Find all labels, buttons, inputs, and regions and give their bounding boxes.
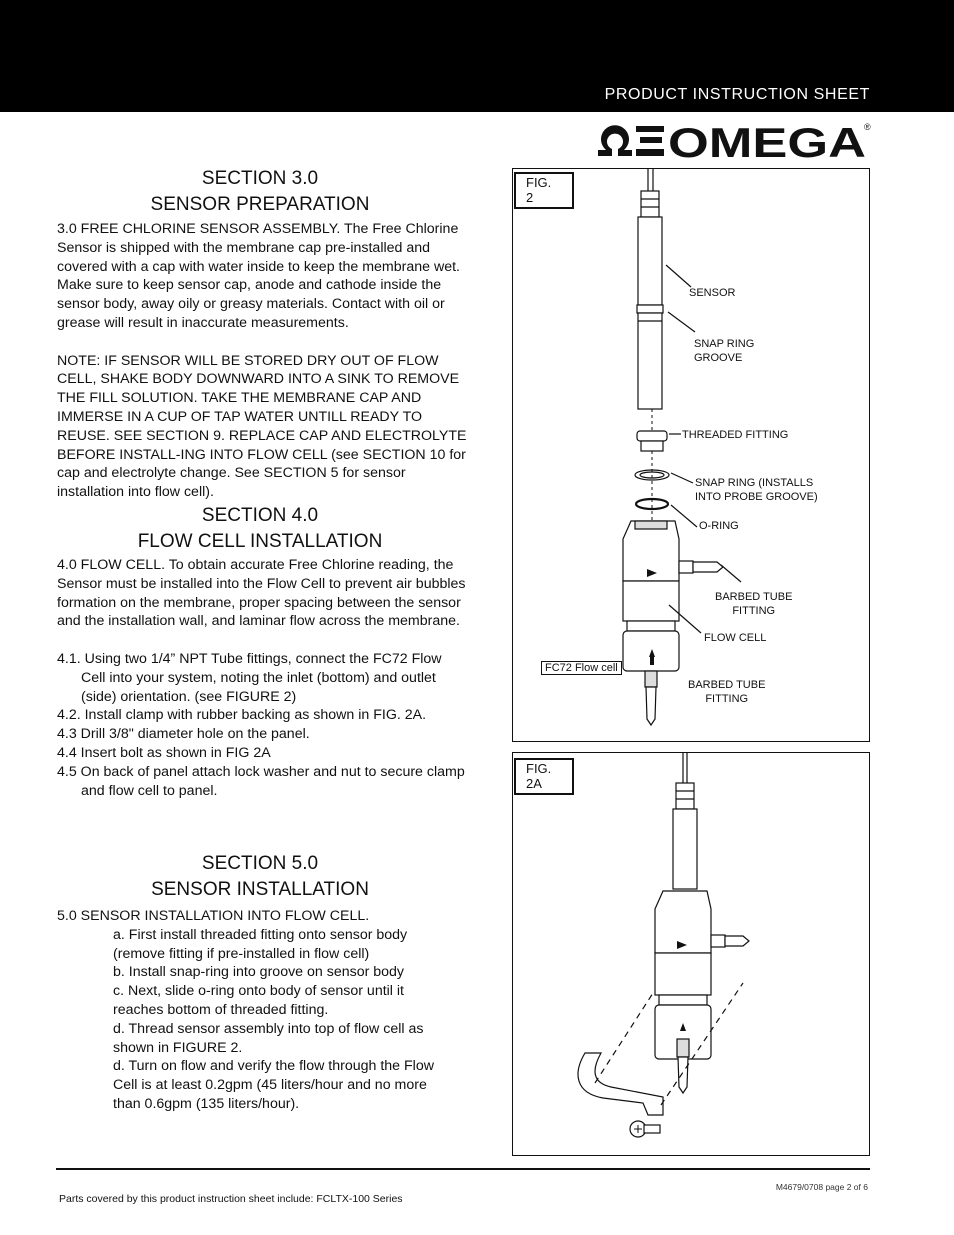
callout-flow-cell: FLOW CELL (704, 632, 767, 644)
header-title: PRODUCT INSTRUCTION SHEET (604, 86, 870, 103)
registered-mark: ® (864, 122, 871, 132)
section5-step: d. Thread sensor assembly into top of flow cell as shown in FIGURE 2. (113, 1020, 424, 1056)
section3-title-line1: SECTION 3.0 (201, 168, 319, 189)
fig2a-box (512, 752, 870, 1156)
callout-threaded-fitting: THREADED FITTING (682, 429, 789, 441)
section3-title (60, 166, 460, 218)
section5-title (60, 851, 460, 903)
fig2-box (512, 168, 870, 742)
callout-barbed-tube-fitting-1: BARBED TUBE FITTING (715, 591, 793, 617)
section4-title-line1: SECTION 4.0 (201, 505, 319, 526)
omega-logo (596, 120, 872, 162)
header-bar (0, 0, 954, 112)
section5-step: a. First install threaded fitting onto sensor body (remove fitting if pre-installed in flow cell) (113, 926, 408, 962)
section4-step: 4.2. Install clamp with rubber backing as shown in FIG. 2A. (57, 707, 427, 724)
callout-snap-ring: SNAP RING (INSTALLS INTO PROBE GROOVE) (695, 477, 818, 503)
callout-barbed-tube-fitting-2: BARBED TUBE FITTING (688, 679, 766, 705)
callout-snap-ring-groove: SNAP RING GROOVE (694, 338, 755, 364)
callout-o-ring: O-RING (699, 520, 739, 532)
section4-title-line2: FLOW CELL INSTALLATION (137, 531, 383, 552)
footer-rule (56, 1168, 870, 1170)
section3-title-line2: SENSOR PREPARATION (150, 194, 370, 215)
section4-para1: 4.0 FLOW CELL. To obtain accurate Free Chlorine reading, the Sensor must be installed into the Flow Cell to prevent air bubbles formation on the membrane, proper spacing between the sensor and the installation wall, and laminar flow across the membrane. (57, 557, 466, 630)
section4-step: 4.1. Using two 1/4” NPT Tube fittings, connect the FC72 Flow Cell into your system, noting the inlet (bottom) and outlet (side) orientation. (see FIGURE 2) (57, 650, 442, 705)
section5-body (57, 907, 457, 1114)
callout-sensor: SENSOR (689, 287, 736, 299)
section4-step: 4.4 Insert bolt as shown in FIG 2A (57, 744, 271, 761)
section4-step: 4.3 Drill 3/8" diameter hole on the panel. (57, 726, 310, 743)
callout-fc72: FC72 Flow cell (541, 661, 622, 675)
section4-title (60, 503, 460, 555)
fig2-label: FIG. 2 (514, 172, 574, 209)
section5-step: c. Next, slide o-ring onto body of sensor until it reaches bottom of threaded fitting. (113, 983, 404, 1018)
section5-step: d. Turn on flow and verify the flow through the Flow Cell is at least 0.2gpm (45 liters/hour and no more than 0.6gpm (135 liters/hour). (113, 1058, 434, 1112)
section3-body (57, 220, 467, 502)
section5-title-line2: SENSOR INSTALLATION (151, 879, 369, 900)
section4-body (57, 556, 467, 800)
fig2a-drawing (513, 753, 869, 1155)
section5-intro: 5.0 SENSOR INSTALLATION INTO FLOW CELL. (57, 908, 370, 924)
footer-parts-note: Parts covered by this product instruction sheet include: FCLTX-100 Series (59, 1193, 403, 1205)
section3-para2: NOTE: IF SENSOR WILL BE STORED DRY OUT OF FLOW CELL, SHAKE BODY DOWNWARD INTO A SINK TO REMOVE THE FILL SOLUTION. TAKE THE MEMBRANE CAP AND IMMERSE IN A CUP OF TAP WATER UNTILL READY TO REUSE. SEE SECTION 9. REPLACE CAP AND ELECTROLYTE BEFORE INSTALL-ING INTO FLOW CELL (see SECTION 10 for cap and electrolyte change. See SECTION 5 for sensor installation into flow cell). (57, 352, 467, 501)
footer-page-number: M4679/0708 page 2 of 6 (775, 1182, 868, 1192)
section3-para1: 3.0 FREE CHLORINE SENSOR ASSEMBLY. The Free Chlorine Sensor is shipped with the membrane cap pre-installed and covered with a cap with water inside to keep the membrane wet. Make sure to keep sensor cap, anode and cathode inside the sensor body, away oily or greasy materials. Contact with oil or grease will result in inaccurate measurements. (57, 221, 460, 331)
section5-title-line1: SECTION 5.0 (201, 853, 319, 874)
fig2-drawing (513, 169, 869, 741)
fig2a-label: FIG. 2A (514, 758, 574, 795)
section5-step: b. Install snap-ring into groove on sensor body (113, 964, 405, 981)
logo-text: OMEGA (668, 120, 866, 162)
section4-step: 4.5 On back of panel attach lock washer and nut to secure clamp and flow cell to panel. (57, 763, 465, 799)
